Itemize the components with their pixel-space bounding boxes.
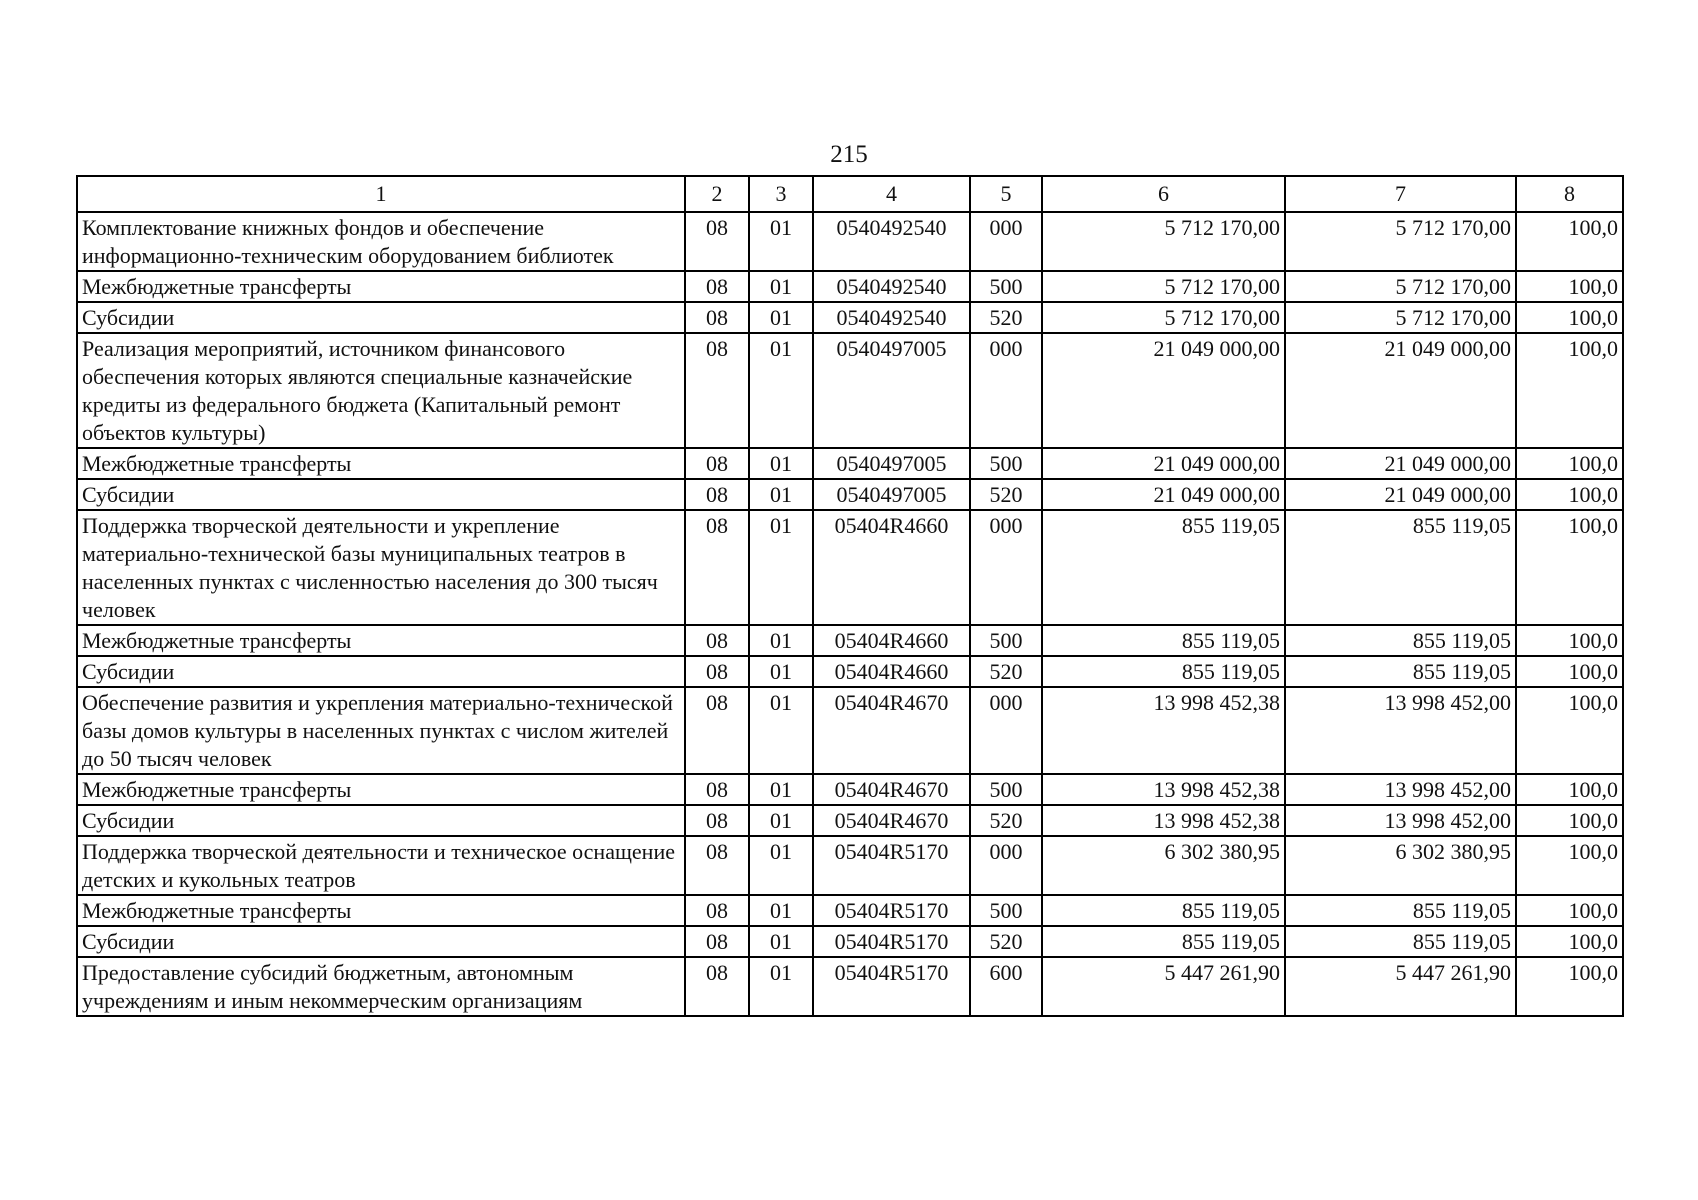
plan-amount: 5 712 170,00 [1042, 271, 1285, 302]
plan-amount: 855 119,05 [1042, 656, 1285, 687]
executed-amount: 21 049 000,00 [1285, 333, 1516, 448]
target-code: 05404R4660 [813, 656, 970, 687]
subsection-code: 01 [749, 805, 813, 836]
row-name: Межбюджетные трансферты [77, 448, 685, 479]
executed-amount: 855 119,05 [1285, 926, 1516, 957]
column-header: 2 [685, 176, 749, 212]
plan-amount: 13 998 452,38 [1042, 774, 1285, 805]
row-name: Межбюджетные трансферты [77, 625, 685, 656]
column-header: 1 [77, 176, 685, 212]
executed-amount: 855 119,05 [1285, 656, 1516, 687]
target-code: 05404R4670 [813, 805, 970, 836]
target-code: 05404R4660 [813, 510, 970, 625]
expense-type-code: 000 [970, 212, 1042, 271]
plan-amount: 855 119,05 [1042, 625, 1285, 656]
section-code: 08 [685, 957, 749, 1016]
execution-percent: 100,0 [1516, 805, 1623, 836]
row-name: Субсидии [77, 302, 685, 333]
expense-type-code: 600 [970, 957, 1042, 1016]
expense-type-code: 000 [970, 836, 1042, 895]
row-name: Субсидии [77, 926, 685, 957]
section-code: 08 [685, 656, 749, 687]
column-header: 8 [1516, 176, 1623, 212]
column-header: 5 [970, 176, 1042, 212]
column-header: 3 [749, 176, 813, 212]
table-row [77, 774, 1623, 805]
subsection-code: 01 [749, 271, 813, 302]
executed-amount: 855 119,05 [1285, 895, 1516, 926]
target-code: 0540497005 [813, 333, 970, 448]
table-row [77, 836, 1623, 895]
table-row [77, 656, 1623, 687]
execution-percent: 100,0 [1516, 302, 1623, 333]
section-code: 08 [685, 271, 749, 302]
expense-type-code: 520 [970, 302, 1042, 333]
execution-percent: 100,0 [1516, 510, 1623, 625]
subsection-code: 01 [749, 333, 813, 448]
executed-amount: 855 119,05 [1285, 625, 1516, 656]
execution-percent: 100,0 [1516, 926, 1623, 957]
target-code: 05404R5170 [813, 836, 970, 895]
target-code: 0540497005 [813, 448, 970, 479]
section-code: 08 [685, 895, 749, 926]
executed-amount: 5 447 261,90 [1285, 957, 1516, 1016]
execution-percent: 100,0 [1516, 479, 1623, 510]
execution-percent: 100,0 [1516, 333, 1623, 448]
execution-percent: 100,0 [1516, 836, 1623, 895]
subsection-code: 01 [749, 212, 813, 271]
target-code: 0540492540 [813, 212, 970, 271]
row-name: Субсидии [77, 479, 685, 510]
executed-amount: 5 712 170,00 [1285, 302, 1516, 333]
table-row [77, 625, 1623, 656]
table-row [77, 271, 1623, 302]
executed-amount: 855 119,05 [1285, 510, 1516, 625]
table-body [77, 212, 1623, 1016]
plan-amount: 13 998 452,38 [1042, 805, 1285, 836]
section-code: 08 [685, 448, 749, 479]
execution-percent: 100,0 [1516, 957, 1623, 1016]
executed-amount: 13 998 452,00 [1285, 805, 1516, 836]
expense-type-code: 520 [970, 656, 1042, 687]
row-name: Межбюджетные трансферты [77, 774, 685, 805]
table-row [77, 687, 1623, 774]
expense-type-code: 500 [970, 625, 1042, 656]
target-code: 05404R4670 [813, 687, 970, 774]
section-code: 08 [685, 774, 749, 805]
column-header: 6 [1042, 176, 1285, 212]
subsection-code: 01 [749, 687, 813, 774]
row-name: Реализация мероприятий, источником финансового обеспечения которых являются специальные казначейские кредиты из федерального бюджета (Капитальный ремонт объектов культуры) [77, 333, 685, 448]
executed-amount: 13 998 452,00 [1285, 687, 1516, 774]
subsection-code: 01 [749, 836, 813, 895]
column-header: 4 [813, 176, 970, 212]
section-code: 08 [685, 687, 749, 774]
plan-amount: 5 447 261,90 [1042, 957, 1285, 1016]
table-row [77, 895, 1623, 926]
table-row [77, 926, 1623, 957]
subsection-code: 01 [749, 895, 813, 926]
subsection-code: 01 [749, 926, 813, 957]
execution-percent: 100,0 [1516, 212, 1623, 271]
table-row [77, 448, 1623, 479]
row-name: Комплектование книжных фондов и обеспечение информационно-техническим оборудованием библиотек [77, 212, 685, 271]
target-code: 0540492540 [813, 302, 970, 333]
section-code: 08 [685, 333, 749, 448]
row-name: Поддержка творческой деятельности и укрепление материально-технической базы муниципальных театров в населенных пунктах с численностью населения до 300 тысяч человек [77, 510, 685, 625]
executed-amount: 6 302 380,95 [1285, 836, 1516, 895]
row-name: Поддержка творческой деятельности и техническое оснащение детских и кукольных театров [77, 836, 685, 895]
subsection-code: 01 [749, 302, 813, 333]
target-code: 05404R5170 [813, 895, 970, 926]
section-code: 08 [685, 510, 749, 625]
column-header: 7 [1285, 176, 1516, 212]
table-row [77, 333, 1623, 448]
target-code: 0540492540 [813, 271, 970, 302]
plan-amount: 855 119,05 [1042, 895, 1285, 926]
expense-type-code: 520 [970, 926, 1042, 957]
execution-percent: 100,0 [1516, 774, 1623, 805]
section-code: 08 [685, 302, 749, 333]
execution-percent: 100,0 [1516, 687, 1623, 774]
expense-type-code: 520 [970, 805, 1042, 836]
table-row [77, 479, 1623, 510]
header-row [77, 176, 1623, 212]
row-name: Обеспечение развития и укрепления материально-технической базы домов культуры в населенных пунктах с числом жителей до 50 тысяч человек [77, 687, 685, 774]
execution-percent: 100,0 [1516, 625, 1623, 656]
executed-amount: 21 049 000,00 [1285, 479, 1516, 510]
expense-type-code: 500 [970, 448, 1042, 479]
table-row [77, 510, 1623, 625]
expense-type-code: 000 [970, 687, 1042, 774]
execution-percent: 100,0 [1516, 656, 1623, 687]
target-code: 05404R5170 [813, 957, 970, 1016]
section-code: 08 [685, 836, 749, 895]
section-code: 08 [685, 926, 749, 957]
table-row [77, 302, 1623, 333]
subsection-code: 01 [749, 774, 813, 805]
execution-percent: 100,0 [1516, 271, 1623, 302]
expense-type-code: 500 [970, 774, 1042, 805]
plan-amount: 5 712 170,00 [1042, 212, 1285, 271]
section-code: 08 [685, 479, 749, 510]
executed-amount: 5 712 170,00 [1285, 212, 1516, 271]
row-name: Субсидии [77, 805, 685, 836]
execution-percent: 100,0 [1516, 895, 1623, 926]
subsection-code: 01 [749, 448, 813, 479]
expense-type-code: 000 [970, 510, 1042, 625]
plan-amount: 6 302 380,95 [1042, 836, 1285, 895]
plan-amount: 21 049 000,00 [1042, 333, 1285, 448]
table-row [77, 805, 1623, 836]
plan-amount: 855 119,05 [1042, 926, 1285, 957]
target-code: 05404R5170 [813, 926, 970, 957]
expense-type-code: 520 [970, 479, 1042, 510]
subsection-code: 01 [749, 656, 813, 687]
table-row [77, 212, 1623, 271]
target-code: 05404R4660 [813, 625, 970, 656]
executed-amount: 13 998 452,00 [1285, 774, 1516, 805]
expense-type-code: 500 [970, 271, 1042, 302]
plan-amount: 21 049 000,00 [1042, 448, 1285, 479]
subsection-code: 01 [749, 957, 813, 1016]
row-name: Предоставление субсидий бюджетным, автономным учреждениям и иным некоммерческим организациям [77, 957, 685, 1016]
plan-amount: 855 119,05 [1042, 510, 1285, 625]
table-row [77, 957, 1623, 1016]
section-code: 08 [685, 212, 749, 271]
target-code: 0540497005 [813, 479, 970, 510]
subsection-code: 01 [749, 510, 813, 625]
executed-amount: 5 712 170,00 [1285, 271, 1516, 302]
row-name: Межбюджетные трансферты [77, 271, 685, 302]
plan-amount: 5 712 170,00 [1042, 302, 1285, 333]
plan-amount: 13 998 452,38 [1042, 687, 1285, 774]
plan-amount: 21 049 000,00 [1042, 479, 1285, 510]
target-code: 05404R4670 [813, 774, 970, 805]
subsection-code: 01 [749, 479, 813, 510]
expense-type-code: 500 [970, 895, 1042, 926]
subsection-code: 01 [749, 625, 813, 656]
section-code: 08 [685, 805, 749, 836]
row-name: Субсидии [77, 656, 685, 687]
budget-table [76, 175, 1624, 1017]
section-code: 08 [685, 625, 749, 656]
expense-type-code: 000 [970, 333, 1042, 448]
page-number: 215 [830, 141, 868, 168]
execution-percent: 100,0 [1516, 448, 1623, 479]
executed-amount: 21 049 000,00 [1285, 448, 1516, 479]
row-name: Межбюджетные трансферты [77, 895, 685, 926]
